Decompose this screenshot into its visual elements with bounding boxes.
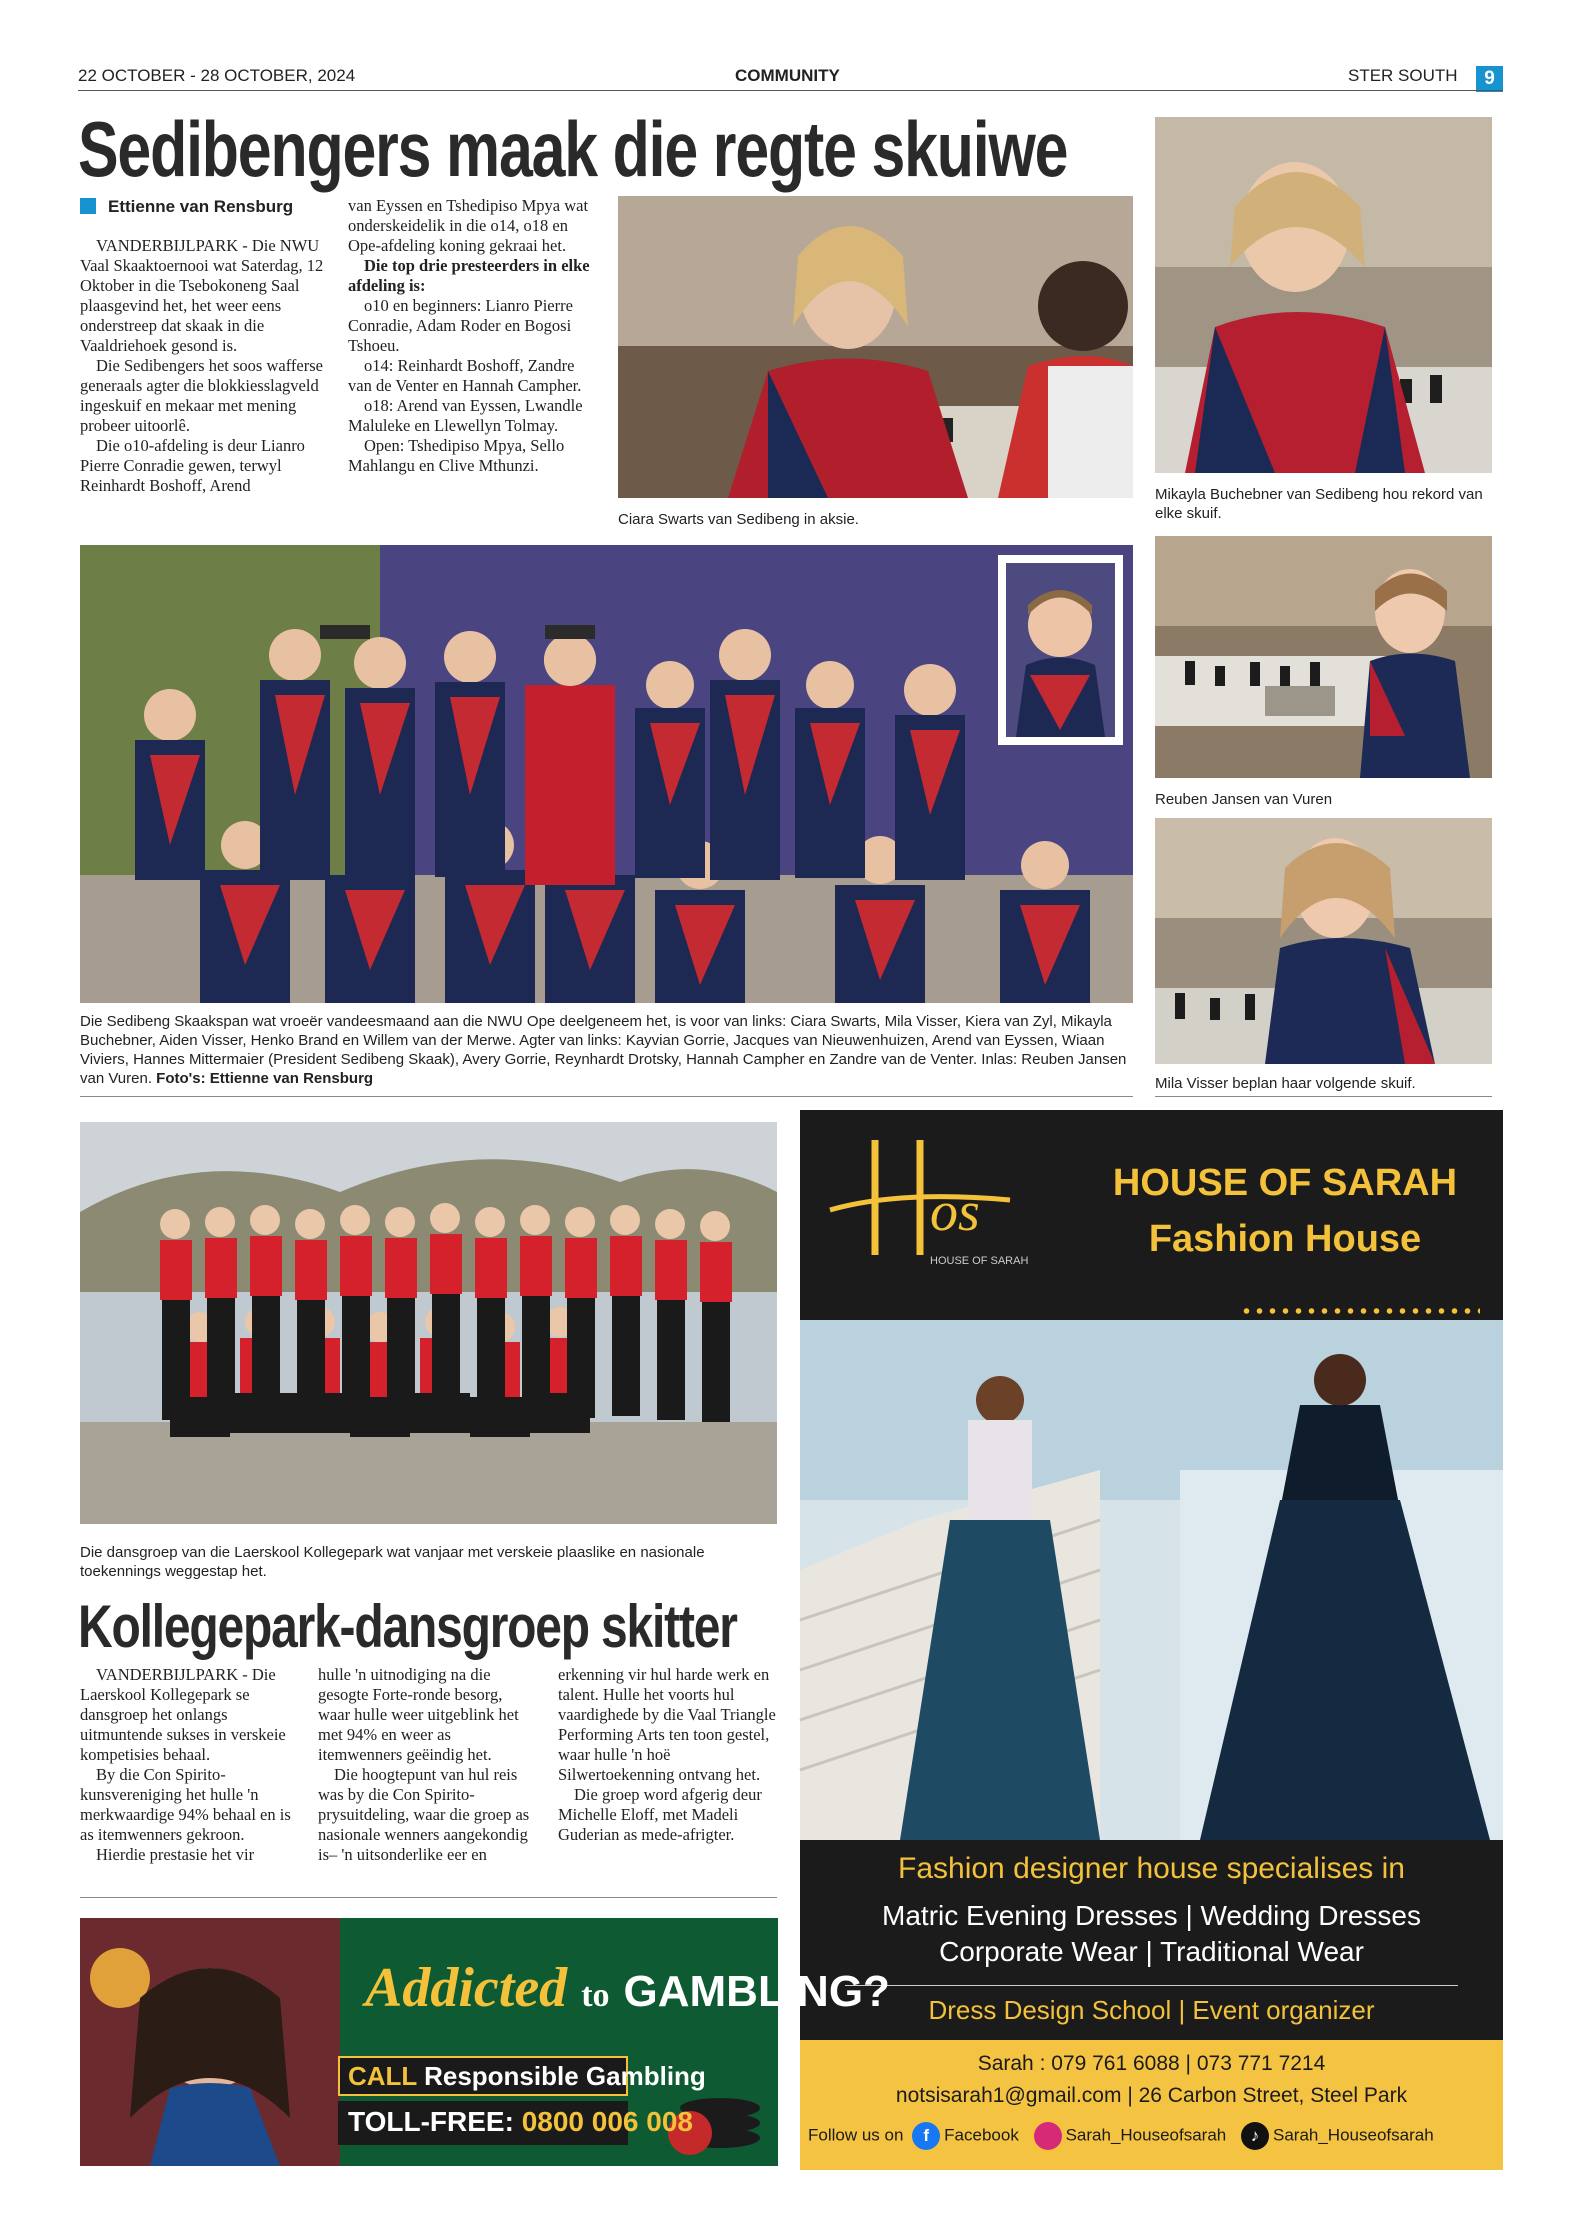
paragraph: Hierdie prestasie het vir [96, 1845, 255, 1864]
article2-column-1 [80, 1665, 295, 1865]
photo-credit: Foto's: Ettienne van Rensburg [156, 1070, 374, 1087]
ad-contact-band [800, 2040, 1503, 2170]
logo-subtitle: HOUSE OF SARAH [930, 1255, 1029, 1267]
paragraph: hulle 'n uitnodiging na die gesogte Forte-ronde besorg, waar hulle weer uitgeblink het met 94% en weer as itemwenners geëindig het. [318, 1665, 519, 1764]
gambling-word-3: GAMBLING? [623, 1967, 890, 2016]
paragraph: VANDERBIJLPARK - Die Laerskool Kollegepark se dansgroep het onlangs uitmuntende sukses in verskeie kompetisies behaal. [80, 1665, 286, 1764]
paragraph: VANDERBIJLPARK - Die NWU Vaal Skaaktoernooi wat Saterdag, 12 Oktober in die Tsebokoneng Saal plaasgevind het, het weer eens onderstreep dat skaak in die Vaaldriehoek gesond is. [80, 236, 324, 355]
call-service: Responsible Gambling [424, 2061, 706, 2091]
toll-free-number[interactable]: 0800 006 008 [521, 2106, 693, 2137]
caption-team [80, 1012, 1133, 1088]
photo-mikayla-chess [1155, 117, 1492, 473]
ad-services-3: Dress Design School | Event organizer [928, 1995, 1375, 2025]
ad-title-2: Fashion House [1148, 1218, 1422, 1260]
photo-mila-chess [1155, 818, 1492, 1064]
house-of-sarah-ad[interactable] [800, 1110, 1503, 2170]
byline-author: Ettienne van Rensburg [108, 197, 294, 216]
paragraph: van Eyssen en Tshedipiso Mpya wat onderskeidelik in die o14, o18 en Ope-afdeling koning gekraai het. [348, 196, 589, 255]
byline-square-icon [80, 198, 96, 214]
article-column-2 [348, 196, 598, 476]
divider [80, 1096, 1133, 1097]
article-headline: Sedibengers maak die regte skuiwe [78, 105, 1068, 193]
paragraph: Die Sedibengers het soos wafferse generaals agter die blokkiesslagveld ingeskuif en mekaar met mening probeer uitoorlê. [80, 356, 323, 435]
facebook-label[interactable]: Facebook [944, 2125, 1019, 2145]
section-name: COMMUNITY [735, 66, 840, 85]
caption-mila: Mila Visser beplan haar volgende skuif. [1155, 1075, 1416, 1092]
call-label: CALL [348, 2061, 417, 2091]
photo-reuben-chess [1155, 536, 1492, 778]
header-rule [78, 90, 1503, 91]
call-line [348, 2061, 706, 2092]
instagram-icon[interactable] [1034, 2122, 1062, 2150]
instagram-label[interactable]: Sarah_Houseofsarah [1065, 2125, 1227, 2145]
issue-date: 22 OCTOBER - 28 OCTOBER, 2024 [78, 66, 356, 85]
ad-tagline: Fashion designer house specialises in [898, 1852, 1405, 1885]
toll-free-line[interactable] [348, 2106, 693, 2138]
ad-services-2: Corporate Wear | Traditional Wear [939, 1936, 1364, 1967]
hos-logo [820, 1130, 1080, 1270]
ad-services-1: Matric Evening Dresses | Wedding Dresses [882, 1900, 1421, 1931]
photo-ciara-chess [618, 196, 1133, 498]
dot-divider [1240, 1308, 1480, 1314]
gambling-word-1: Addicted [365, 1957, 568, 2019]
ad-photo-models [800, 1320, 1503, 1840]
paragraph: o10 en beginners: Lianro Pierre Conradie, Adam Roder en Bogosi Tshoeu. [348, 296, 573, 355]
page-number: 9 [1476, 66, 1503, 92]
caption-mikayla: Mikayla Buchebner van Sedibeng hou rekord van elke skuif. [1155, 486, 1483, 522]
tiktok-icon[interactable]: ♪ [1241, 2122, 1269, 2150]
paragraph: Die groep word afgerig deur Michelle Eloff, met Madeli Guderian as mede-afrigter. [558, 1785, 762, 1844]
ad-email-address[interactable]: notsisarah1@gmail.com | 26 Carbon Street, Steel Park [895, 2084, 1408, 2107]
byline [80, 197, 293, 217]
subhead: Die top drie presteerders in elke afdeling is: [348, 256, 590, 295]
ad-rule [845, 1985, 1458, 1986]
paragraph: Open: Tshedipiso Mpya, Sello Mahlangu en Clive Mthunzi. [348, 436, 565, 475]
caption-dance: Die dansgroep van die Laerskool Kollegepark wat vanjaar met verskeie plaaslike en nasionale toekennings weggestap het. [80, 1544, 705, 1580]
divider [80, 1897, 777, 1898]
divider [1155, 1096, 1492, 1097]
facebook-icon[interactable]: f [912, 2122, 940, 2150]
photo-sedibeng-team [80, 545, 1133, 1003]
svg-text:os: os [930, 1181, 980, 1243]
tiktok-label[interactable]: Sarah_Houseofsarah [1272, 2125, 1434, 2145]
paper-name: STER SOUTH [1348, 66, 1458, 85]
paragraph: By die Con Spirito-kunsvereniging het hulle 'n merkwaardige 94% behaal en is as itemwenners gekroon. [80, 1765, 291, 1844]
article2-column-3 [558, 1665, 776, 1845]
article2-column-2 [318, 1665, 536, 1865]
caption-reuben: Reuben Jansen van Vuren [1155, 791, 1333, 808]
ad-phone[interactable]: Sarah : 079 761 6088 | 073 771 7214 [977, 2052, 1326, 2075]
paragraph: erkenning vir hul harde werk en talent. Hulle het voorts hul vaardighede by die Vaal Triangle Performing Arts ten toon gestel, waar hulle 'n hoë Silwertoekenning ontvang het. [558, 1665, 776, 1784]
caption-team-text: Die Sedibeng Skaakspan wat vroeër vandeesmaand aan die NWU Ope deelgeneem het, is voor van links: Ciara Swarts, Mila Visser, Kiera van Zyl, Mikayla Buchebner, Aiden Visser, Henko Brand en Willem van der Merwe. Agter van links: Kayvian Gorrie, Jacques van Nieuwenhuizen, Arend van Eyssen, Wiaan Viviers, Hannes Mittermaier (President Sedibeng Skaak), Avery Gorrie, Reynhardt Drotsky, Hannah Campher en Zandre van de Venter. Inlas: Reuben Jansen van Vuren. [80, 1013, 1127, 1087]
paragraph: o18: Arend van Eyssen, Lwandle Maluleke en Llewellyn Tolmay. [348, 396, 583, 435]
caption-ciara: Ciara Swarts van Sedibeng in aksie. [618, 511, 859, 528]
hos-logo-icon [820, 1130, 1080, 1270]
gambling-headline [365, 1956, 890, 2020]
ad-social-row [808, 2122, 1498, 2150]
paragraph: o14: Reinhardt Boshoff, Zandre van de Venter en Hannah Campher. [348, 356, 582, 395]
photo-dance-group [80, 1122, 777, 1524]
toll-free-label: TOLL-FREE: [348, 2106, 514, 2137]
paragraph: Die o10-afdeling is deur Lianro Pierre Conradie gewen, terwyl Reinhardt Boshoff, Arend [80, 436, 305, 495]
article-headline: Kollegepark-dansgroep skitter [78, 1593, 737, 1660]
ad-title-1: HOUSE OF SARAH [1112, 1162, 1458, 1204]
article-column-1 [80, 236, 325, 496]
gambling-word-2: to [581, 1977, 610, 2014]
paragraph: Die hoogtepunt van hul reis was by die Con Spirito-prysuitdeling, waar die groep as nasionale wenners aangekondig is– 'n uitsonderlike eer en [318, 1765, 530, 1864]
follow-label: Follow us on [808, 2125, 904, 2145]
